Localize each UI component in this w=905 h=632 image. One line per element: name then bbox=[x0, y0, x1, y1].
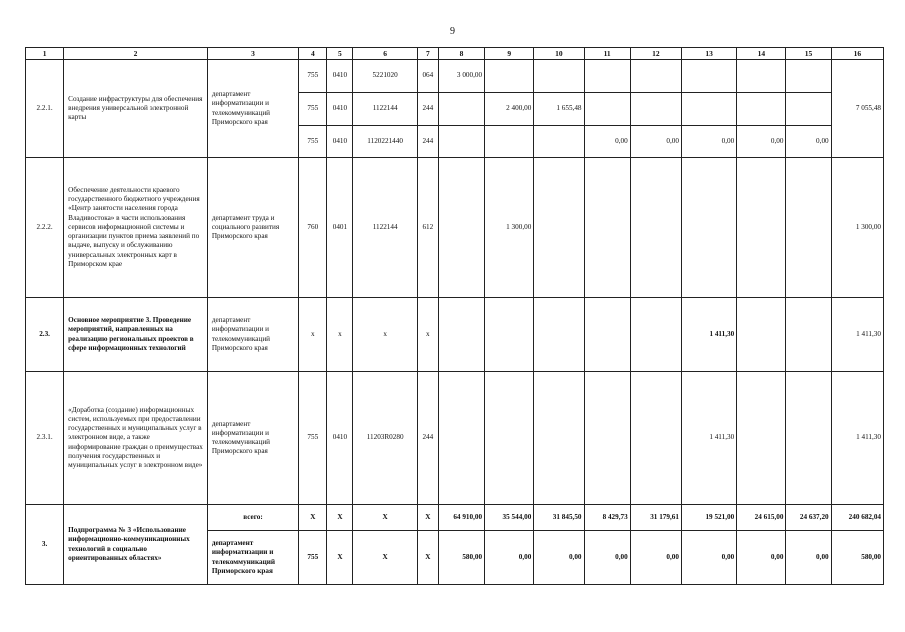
cell: 1120221440 bbox=[353, 126, 417, 158]
column-header: 15 bbox=[786, 48, 831, 60]
column-header: 13 bbox=[681, 48, 736, 60]
activity-name: Подпрограмма № 3 «Использование информационно-коммуникационных технологий в социально ориентированных областях» bbox=[64, 505, 208, 585]
cell bbox=[630, 372, 681, 505]
column-header: 14 bbox=[737, 48, 786, 60]
cell: 755 bbox=[299, 126, 327, 158]
cell-total: 1 411,30 bbox=[831, 372, 883, 505]
cell: 064 bbox=[417, 60, 438, 93]
cell bbox=[534, 298, 584, 372]
cell: 244 bbox=[417, 372, 438, 505]
cell: 24 615,00 bbox=[737, 505, 786, 531]
activity-name: Обеспечение деятельности краевого государственного бюджетного учреждения «Центр занятости населения города Владивостока» в части использования сервисов информационной системы и организации пунктов приема заявлений по выдаче, выпуску и обслуживанию универсальных электронных карт в Приморском крае bbox=[64, 158, 208, 298]
cell bbox=[737, 158, 786, 298]
column-header: 6 bbox=[353, 48, 417, 60]
column-header: 10 bbox=[534, 48, 584, 60]
cell bbox=[534, 372, 584, 505]
cell bbox=[438, 158, 484, 298]
cell: 0410 bbox=[327, 372, 353, 505]
cell bbox=[584, 60, 630, 93]
cell bbox=[438, 126, 484, 158]
cell bbox=[485, 298, 534, 372]
cell: 35 544,00 bbox=[485, 505, 534, 531]
row-number: 2.3.1. bbox=[26, 372, 64, 505]
cell: х bbox=[327, 298, 353, 372]
cell: 0,00 bbox=[584, 126, 630, 158]
cell: 11203R0280 bbox=[353, 372, 417, 505]
cell: Х bbox=[353, 531, 417, 585]
cell: Х bbox=[417, 531, 438, 585]
cell: 0,00 bbox=[681, 126, 736, 158]
cell bbox=[485, 60, 534, 93]
cell bbox=[630, 298, 681, 372]
cell: 1 411,30 bbox=[681, 298, 736, 372]
cell bbox=[737, 93, 786, 126]
executor: департамент информатизации и телекоммуникаций Приморского края bbox=[207, 60, 298, 158]
cell: Х bbox=[417, 505, 438, 531]
column-header-row bbox=[26, 48, 884, 60]
cell: 0,00 bbox=[485, 531, 534, 585]
cell-total: 580,00 bbox=[831, 531, 883, 585]
cell bbox=[737, 372, 786, 505]
executor: департамент труда и социального развития Приморского края bbox=[207, 158, 298, 298]
cell: 760 bbox=[299, 158, 327, 298]
cell bbox=[485, 126, 534, 158]
cell-total: 240 682,04 bbox=[831, 505, 883, 531]
cell bbox=[584, 158, 630, 298]
executor: департамент информатизации и телекоммуникаций Приморского края bbox=[207, 298, 298, 372]
column-header: 2 bbox=[64, 48, 208, 60]
executor: департамент информатизации и телекоммуникаций Приморского края bbox=[207, 372, 298, 505]
cell bbox=[438, 93, 484, 126]
column-header: 8 bbox=[438, 48, 484, 60]
cell: Х bbox=[299, 505, 327, 531]
cell bbox=[485, 372, 534, 505]
cell: 31 179,61 bbox=[630, 505, 681, 531]
cell: 5221020 bbox=[353, 60, 417, 93]
cell bbox=[534, 158, 584, 298]
cell: 755 bbox=[299, 372, 327, 505]
cell: 0410 bbox=[327, 126, 353, 158]
cell: 1 655,48 bbox=[534, 93, 584, 126]
cell bbox=[630, 158, 681, 298]
cell: 0,00 bbox=[786, 531, 831, 585]
column-header: 9 bbox=[485, 48, 534, 60]
row-number: 2.2.2. bbox=[26, 158, 64, 298]
cell: 0,00 bbox=[534, 531, 584, 585]
column-header: 12 bbox=[630, 48, 681, 60]
table-row bbox=[26, 372, 884, 505]
cell bbox=[786, 298, 831, 372]
row-number: 2.3. bbox=[26, 298, 64, 372]
cell: 244 bbox=[417, 93, 438, 126]
cell: 244 bbox=[417, 126, 438, 158]
cell bbox=[786, 60, 831, 93]
cell: 1 300,00 bbox=[485, 158, 534, 298]
cell: х bbox=[417, 298, 438, 372]
cell bbox=[786, 372, 831, 505]
cell: 0,00 bbox=[737, 126, 786, 158]
column-header: 11 bbox=[584, 48, 630, 60]
cell: 1122144 bbox=[353, 158, 417, 298]
cell-total: 1 411,30 bbox=[831, 298, 883, 372]
cell: 0,00 bbox=[737, 531, 786, 585]
column-header: 16 bbox=[831, 48, 883, 60]
cell: х bbox=[353, 298, 417, 372]
cell-total: 7 055,48 bbox=[831, 60, 883, 158]
cell: 24 637,20 bbox=[786, 505, 831, 531]
cell: 0,00 bbox=[681, 531, 736, 585]
cell: Х bbox=[353, 505, 417, 531]
cell: 755 bbox=[299, 531, 327, 585]
total-label: всего: bbox=[207, 505, 298, 531]
activity-name: Создание инфраструктуры для обеспечения внедрения универсальной электронной карты bbox=[64, 60, 208, 158]
cell bbox=[534, 60, 584, 93]
cell bbox=[786, 93, 831, 126]
cell: 31 845,50 bbox=[534, 505, 584, 531]
cell bbox=[630, 93, 681, 126]
table-row bbox=[26, 298, 884, 372]
cell: 1122144 bbox=[353, 93, 417, 126]
cell: 0,00 bbox=[786, 126, 831, 158]
cell: 0,00 bbox=[630, 126, 681, 158]
cell: 0410 bbox=[327, 93, 353, 126]
cell: 19 521,00 bbox=[681, 505, 736, 531]
cell: 1 411,30 bbox=[681, 372, 736, 505]
cell bbox=[737, 298, 786, 372]
column-header: 3 bbox=[207, 48, 298, 60]
cell: 580,00 bbox=[438, 531, 484, 585]
cell: 0410 bbox=[327, 60, 353, 93]
cell: Х bbox=[327, 505, 353, 531]
table-row bbox=[26, 60, 884, 93]
table-row bbox=[26, 158, 884, 298]
row-number: 2.2.1. bbox=[26, 60, 64, 158]
cell: Х bbox=[327, 531, 353, 585]
cell bbox=[584, 298, 630, 372]
cell bbox=[438, 372, 484, 505]
activity-name: «Доработка (создание) информационных систем, используемых при предоставлении государственных и муниципальных услуг в электронном виде, а также информирование граждан о преимуществах получения государственных и муниципальных услуг в электронном виде» bbox=[64, 372, 208, 505]
executor: департамент информатизации и телекоммуникаций Приморского края bbox=[207, 531, 298, 585]
column-header: 5 bbox=[327, 48, 353, 60]
cell bbox=[584, 93, 630, 126]
cell: 755 bbox=[299, 93, 327, 126]
cell bbox=[786, 158, 831, 298]
table-row bbox=[26, 505, 884, 531]
cell: х bbox=[299, 298, 327, 372]
cell bbox=[534, 126, 584, 158]
cell: 0401 bbox=[327, 158, 353, 298]
cell-total: 1 300,00 bbox=[831, 158, 883, 298]
cell bbox=[681, 93, 736, 126]
cell: 0,00 bbox=[584, 531, 630, 585]
cell bbox=[681, 60, 736, 93]
cell: 64 910,00 bbox=[438, 505, 484, 531]
cell: 3 000,00 bbox=[438, 60, 484, 93]
cell: 2 400,00 bbox=[485, 93, 534, 126]
cell bbox=[438, 298, 484, 372]
row-number: 3. bbox=[26, 505, 64, 585]
column-header: 4 bbox=[299, 48, 327, 60]
cell bbox=[630, 60, 681, 93]
cell: 612 bbox=[417, 158, 438, 298]
cell: 8 429,73 bbox=[584, 505, 630, 531]
page-number: 9 bbox=[450, 26, 455, 37]
cell: 755 bbox=[299, 60, 327, 93]
cell bbox=[737, 60, 786, 93]
cell bbox=[681, 158, 736, 298]
activity-name: Основное мероприятие 3. Проведение мероприятий, направленных на реализацию региональных проектов в сфере информационных технологий bbox=[64, 298, 208, 372]
cell: 0,00 bbox=[630, 531, 681, 585]
cell bbox=[584, 372, 630, 505]
budget-table bbox=[25, 47, 884, 585]
column-header: 7 bbox=[417, 48, 438, 60]
column-header: 1 bbox=[26, 48, 64, 60]
